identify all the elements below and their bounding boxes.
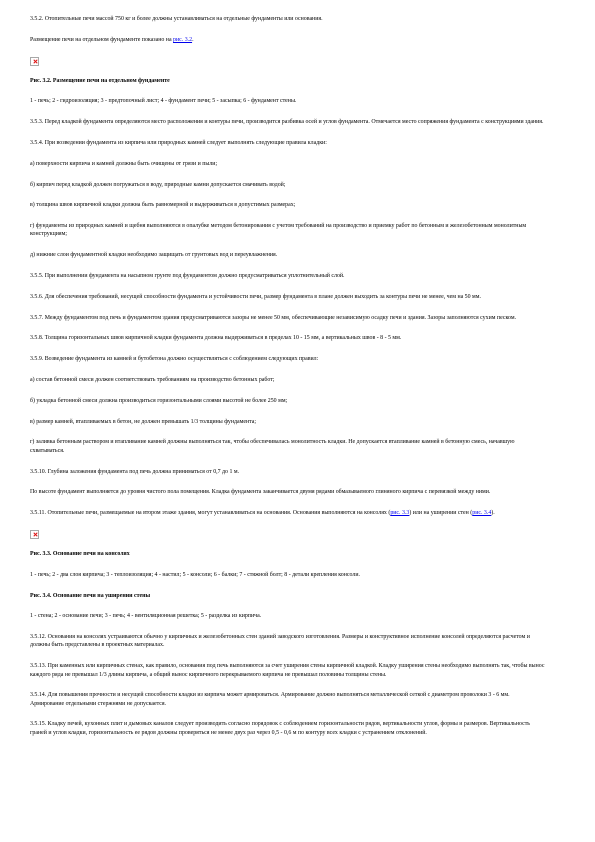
paragraph-3-5-5: 3.5.5. При выполнении фундамента на насыпном грунте под фундаментом должно предусматриваться уплотнительный слой.	[30, 273, 345, 280]
paragraph-3-5-4-a: а) поверхности кирпича и камней должны быть очищены от грязи и пыли;	[30, 160, 218, 167]
paragraph-3-5-2: 3.5.2. Отопительные печи массой 750 кг и более должны устанавливаться на отдельные фундаменты или основания.	[30, 16, 323, 22]
paragraph-3-5-10: 3.5.10. Глубина заложения фундамента под печь должна приниматься от 0,7 до 1 м.	[30, 468, 240, 475]
figure-3-3-link[interactable]: рис. 3.3	[390, 510, 410, 517]
figure-3-3-legend: 1 - печь; 2 - два слоя кирпича; 3 - теплоизоляция; 4 - настил; 5 - консоли; 6 - балки; 7 - стяжной болт; 8 - детали крепления консоли.	[30, 571, 360, 578]
paragraph-3-5-8: 3.5.8. Толщина горизонтальных швов кирпичной кладки фундамента должна выдерживаться в пределах 10 - 15 мм, а вертикальных швов - 8 - 5 мм.	[30, 335, 402, 342]
paragraph-3-5-13: 3.5.13. При каменных или кирпичных стенах, как правило, основания под печь выполняются за счет уширения стены кирпичной кладкой. Кладку уширения стены необходимо выполнять так, чтобы вынос каждого ряда не превышал 1/3 длины кирпича, а общий вынос кирпичного перекрываемого кирпича не превышал половины толщины стены.	[30, 663, 545, 678]
figure-3-2-caption: Рис. 3.2. Размещение печи на отдельном фундаменте	[30, 77, 170, 84]
paragraph-3-5-4-d: д) нижние слои фундаментной кладки необходимо защищать от грунтовых вод и переувлажнения.	[30, 252, 278, 259]
broken-image-icon	[30, 57, 39, 66]
paragraph-3-5-10-b: По высоте фундамент выполняется до уровня чистого пола помещения. Кладка фундамента заканчивается двумя рядами обмазываемого глиняного кирпича с перевязкой между ними.	[30, 489, 491, 496]
figure-3-4-link[interactable]: рис. 3.4	[472, 510, 492, 517]
figure-3-2-reference: Размещение печи на отдельном фундаменте показано на рис. 3.2.	[30, 36, 194, 43]
paragraph-3-5-9-v: в) размер камней, втапливаемых в бетон, не должен превышать 1/3 толщины фундамента;	[30, 418, 256, 425]
paragraph-3-5-4: 3.5.4. При возведении фундамента из кирпича или природных камней следует выполнять следующие правила кладки:	[30, 139, 327, 146]
paragraph-3-5-4-g: г) фундаменты из природных камней и щебня выполняются в опалубке методом бетонирования с учетом требований на производство и приемку работ по бетонным и железобетонным монолитным конструкциям;	[30, 223, 527, 238]
figure-3-2-legend: 1 - печь; 2 - гидроизоляция; 3 - предтопочный лист; 4 - фундамент печи; 5 - засыпка; 6 - фундамент стены.	[30, 98, 297, 105]
paragraph-3-5-12: 3.5.12. Основания на консолях устраиваются обычно у кирпичных и железобетонных стен зданий заводского изготовления. Размеры и конструктивное исполнение консолей определяются расчетом и должны быть представлены в проектных материалах.	[30, 634, 530, 649]
paragraph-3-5-9-g: г) заливка бетонным раствором и втапливание камней должны выполняться так, чтобы обеспечивалась монолитность кладки. Не допускается втапливание камней в бетонную смесь, начавшую схватываться.	[30, 439, 515, 454]
paragraph-3-5-9-a: а) состав бетонной смеси должен соответствовать требованиям на производство бетонных работ;	[30, 377, 275, 384]
paragraph-3-5-9-b: б) укладка бетонной смеси должна производиться горизонтальными слоями высотой не более 250 мм;	[30, 397, 288, 404]
broken-image-icon	[30, 530, 39, 539]
figure-3-3-caption: Рис. 3.3. Основание печи на консолях	[30, 550, 130, 557]
figure-3-2-link[interactable]: рис. 3.2	[173, 36, 193, 43]
paragraph-3-5-4-v: в) толщина швов кирпичной кладки должна быть равномерной и выдерживаться в допустимых размерах;	[30, 202, 296, 209]
paragraph-3-5-6: 3.5.6. Для обеспечения требований, несущей способности фундамента и устойчивости печи, размер фундамента в плане должен выходить за контуры печи не менее, чем на 50 мм.	[30, 293, 481, 300]
paragraph-3-5-3: 3.5.3. Перед кладкой фундамента определяются место расположения и контуры печи, производится разбивка осей и углов фундамента. Отмечается место сопряжения фундамента с конструкциями здания.	[30, 119, 544, 126]
figure-3-4-caption: Рис. 3.4. Основание печи на уширении стены	[30, 592, 151, 599]
paragraph-3-5-11: 3.5.11. Отопительные печи, размещаемые на втором этаже здания, могут устанавливаться на основания. Основания выполняются на консолях (рис. 3.3) или на уширении стен (рис. 3.4).	[30, 510, 495, 517]
paragraph-3-5-7: 3.5.7. Между фундаментом под печь и фундаментом здания предусматриваются зазоры не менее 50 мм, обеспечивающие независимую осадку печи и здания. Зазоры заполняются сухим песком.	[30, 314, 517, 321]
paragraph-3-5-4-b: б) кирпич перед кладкой должен погружаться в воду, природные камни допускается смачивать водой;	[30, 181, 286, 188]
paragraph-3-5-9: 3.5.9. Возведение фундамента из камней и бутобетона должно осуществляться с соблюдением следующих правил:	[30, 356, 319, 363]
figure-3-4-legend: 1 - стена; 2 - основание печи; 3 - печь; 4 - вентиляционная решетка; 5 - разделка из кирпича.	[30, 613, 262, 620]
paragraph-3-5-15: 3.5.15. Кладку печей, кухонных плит и дымовых каналов следует производить согласно порядовок с соблюдением горизонтальности рядов, вертикальности углов, формы и размеров. Вертикальность граней и углов кладки, горизонтальность ее рядов должны проверяться не менее двух раз через 0,5 - 0,6 м по контуру всех кладки с устранением отклонений.	[30, 721, 530, 736]
paragraph-3-5-14: 3.5.14. Для повышения прочности и несущей способности кладки из кирпича может армироваться. Армирование должно выполняться металлической сеткой с диаметром проволоки 3 - 6 мм. Армирование отдельными стержнями не допускается.	[30, 692, 510, 707]
